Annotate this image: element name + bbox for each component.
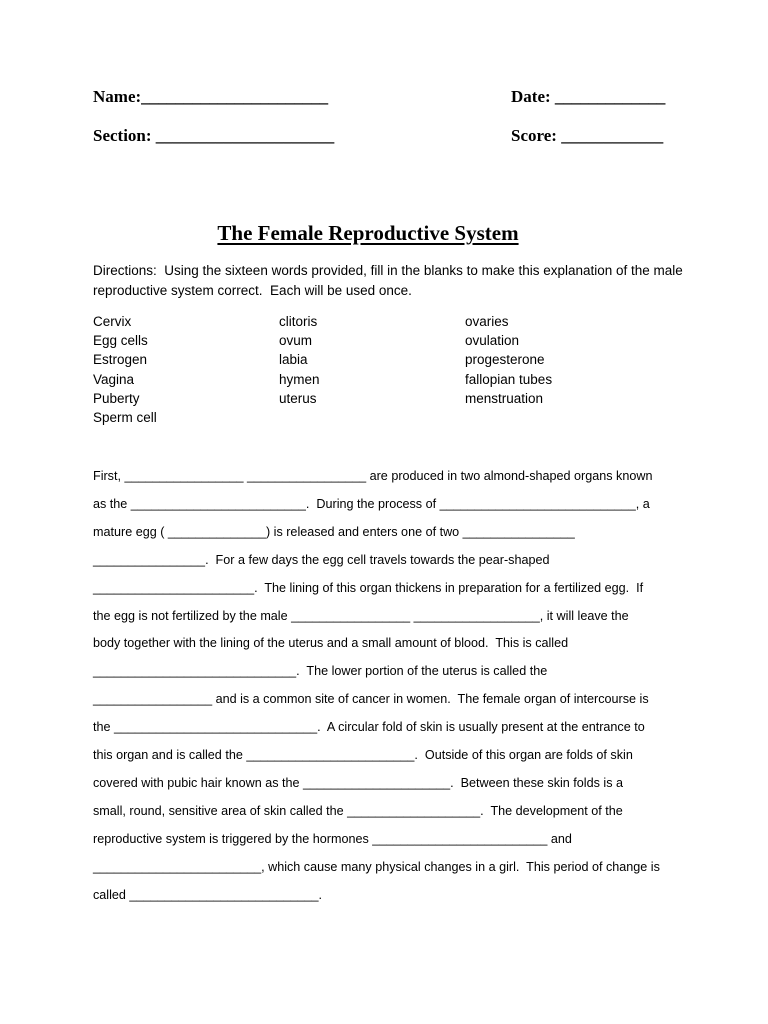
word-bank-item: fallopian tubes	[465, 371, 553, 387]
directions-line: reproductive system correct. Each will be used once.	[93, 283, 412, 298]
passage-line: the _____________________________. A circular fold of skin is usually present at the entrance to	[93, 720, 645, 735]
word-bank-item: Egg cells	[93, 333, 148, 349]
word-bank-item: ovum	[279, 333, 313, 349]
word-bank-item: Cervix	[93, 314, 132, 329]
passage-line: called ___________________________.	[93, 887, 323, 902]
word-bank-item: labia	[279, 352, 308, 368]
page-title: The Female Reproductive System	[217, 221, 519, 245]
passage-line: as the _________________________. During the process of ____________________________, a	[93, 496, 650, 511]
passage-line: ________________. For a few days the egg cell travels towards the pear-shaped	[93, 552, 550, 567]
word-bank-item: Sperm cell	[93, 410, 157, 426]
passage-line: _________________ and is a common site of cancer in women. The female organ of intercourse is	[93, 692, 649, 707]
passage-line: the egg is not fertilized by the male _________________ __________________, it will leave the	[93, 608, 629, 623]
passage-line: First, _________________ _________________ are produced in two almond-shaped organs known	[93, 469, 653, 483]
directions-text	[93, 261, 693, 301]
date-field-label[interactable]: Date: _____________	[511, 87, 666, 106]
passage-line: _____________________________. The lower portion of the uterus is called the	[93, 664, 548, 679]
passage-line: small, round, sensitive area of skin called the ___________________. The development of the	[93, 803, 623, 818]
passage-line: body together with the lining of the uterus and a small amount of blood. This is called	[93, 636, 569, 651]
directions-line: Directions: Using the sixteen words provided, fill in the blanks to make this explanation of the male	[93, 263, 683, 278]
word-bank-column-1	[93, 312, 157, 427]
word-bank-item: menstruation	[465, 390, 544, 406]
word-bank-item: clitoris	[279, 314, 318, 329]
passage-line: this organ and is called the ________________________. Outside of this organ are folds of skin	[93, 748, 633, 763]
score-field-label[interactable]: Score: ____________	[511, 126, 664, 145]
passage-line: mature egg ( ______________) is released and enters one of two ________________	[93, 524, 575, 539]
word-bank-column-2	[279, 312, 320, 408]
passage-line: ________________________, which cause many physical changes in a girl. This period of change is	[93, 859, 660, 874]
word-bank-item: hymen	[279, 371, 320, 387]
passage-line: reproductive system is triggered by the hormones _________________________ and	[93, 831, 572, 846]
word-bank-item: ovaries	[465, 314, 509, 329]
word-bank-item: ovulation	[465, 333, 520, 349]
word-bank-item: Estrogen	[93, 352, 148, 368]
name-field-label[interactable]: Name:______________________	[93, 87, 329, 106]
passage-line: _______________________. The lining of this organ thickens in preparation for a fertilized egg. If	[93, 580, 644, 595]
word-bank-item: progesterone	[465, 352, 545, 368]
word-bank-column-3	[465, 312, 552, 408]
word-bank-item: Vagina	[93, 371, 135, 387]
word-bank-item: uterus	[279, 390, 317, 406]
passage-line: covered with pubic hair known as the _____________________. Between these skin folds is a	[93, 775, 624, 790]
fill-in-passage	[93, 463, 693, 910]
section-field-label[interactable]: Section: _____________________	[93, 126, 335, 145]
word-bank-item: Puberty	[93, 390, 140, 406]
